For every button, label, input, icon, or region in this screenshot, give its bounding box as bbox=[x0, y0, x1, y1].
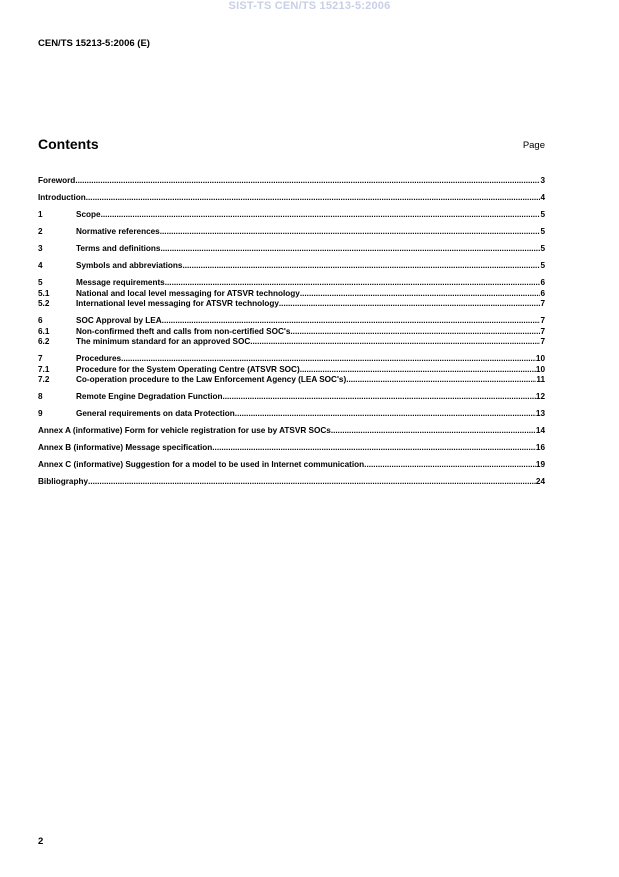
toc-dot-leader bbox=[331, 426, 536, 437]
contents-heading: Contents bbox=[38, 136, 99, 152]
toc-dot-leader bbox=[160, 227, 541, 238]
toc-entry-number: 6.2 bbox=[38, 337, 50, 346]
toc-entry-number: 6.1 bbox=[38, 326, 50, 336]
toc-entry[interactable] bbox=[38, 327, 545, 338]
toc-entry-page: 14 bbox=[535, 426, 545, 435]
toc-dot-leader bbox=[101, 210, 541, 221]
toc-entry-page: 10 bbox=[535, 354, 545, 363]
watermark: SIST-TS CEN/TS 15213-5:2006 bbox=[228, 0, 391, 12]
toc-group bbox=[38, 409, 545, 420]
toc-entry[interactable] bbox=[38, 289, 545, 300]
toc-entry[interactable] bbox=[38, 375, 545, 386]
toc-group bbox=[38, 227, 545, 238]
toc-entry-title: Bibliography bbox=[38, 477, 89, 486]
toc-dot-leader bbox=[222, 392, 535, 403]
toc-entry-title: The minimum standard for an approved SOC bbox=[76, 337, 251, 346]
toc-entry-page: 7 bbox=[540, 326, 545, 336]
toc-entry-title: Scope bbox=[76, 210, 101, 219]
toc-entry-page: 16 bbox=[535, 443, 545, 452]
toc-entry-number: 8 bbox=[38, 392, 43, 401]
document-identifier: CEN/TS 15213-5:2006 (E) bbox=[38, 38, 150, 49]
toc-entry[interactable] bbox=[38, 278, 545, 289]
toc-group bbox=[38, 426, 545, 437]
toc-dot-leader bbox=[279, 299, 541, 310]
toc-entry-title: Remote Engine Degradation Function bbox=[76, 392, 223, 401]
toc-entry-page: 24 bbox=[535, 477, 545, 486]
toc-entry-title: Terms and definitions bbox=[76, 244, 161, 253]
toc-dot-leader bbox=[300, 365, 536, 376]
toc-entry-page: 10 bbox=[535, 364, 545, 374]
toc-entry[interactable] bbox=[38, 316, 545, 327]
toc-dot-leader bbox=[167, 278, 540, 289]
toc-dot-leader bbox=[160, 244, 540, 255]
toc-entry-number: 2 bbox=[38, 227, 43, 236]
toc-group bbox=[38, 316, 545, 348]
toc-entry-number: 5 bbox=[38, 278, 43, 287]
toc-dot-leader bbox=[164, 316, 540, 327]
toc-entry-title: Annex C (informative) Suggestion for a model to be used in Internet communication bbox=[38, 460, 365, 469]
toc-dot-leader bbox=[364, 460, 536, 471]
toc-dot-leader bbox=[346, 375, 536, 386]
table-of-contents bbox=[38, 176, 545, 488]
toc-group bbox=[38, 477, 545, 488]
toc-entry-page: 5 bbox=[540, 227, 545, 236]
toc-entry-page: 19 bbox=[535, 460, 545, 469]
toc-entry[interactable] bbox=[38, 365, 545, 376]
toc-entry[interactable] bbox=[38, 354, 545, 365]
toc-entry[interactable] bbox=[38, 176, 545, 187]
toc-entry-number: 9 bbox=[38, 409, 43, 418]
toc-group bbox=[38, 193, 545, 204]
toc-entry-page: 7 bbox=[540, 316, 545, 325]
toc-dot-leader bbox=[75, 176, 540, 187]
toc-entry-number: 5.1 bbox=[38, 288, 50, 298]
toc-entry-title: International level messaging for ATSVR technology bbox=[76, 299, 279, 308]
toc-entry-title: Co-operation procedure to the Law Enforcement Agency (LEA SOC's) bbox=[76, 375, 347, 384]
toc-dot-leader bbox=[290, 327, 540, 338]
toc-entry-title: Foreword bbox=[38, 176, 76, 185]
toc-entry-page: 4 bbox=[540, 193, 545, 202]
toc-entry-number: 4 bbox=[38, 261, 43, 270]
toc-entry[interactable] bbox=[38, 210, 545, 221]
toc-entry-title: General requirements on data Protection bbox=[76, 409, 235, 418]
toc-entry-page: 11 bbox=[536, 375, 545, 384]
toc-entry-title: Symbols and abbreviations bbox=[76, 261, 183, 270]
toc-entry-title: Procedure for the System Operating Centre (ATSVR SOC) bbox=[76, 364, 300, 374]
page-number: 2 bbox=[38, 836, 44, 847]
toc-group bbox=[38, 261, 545, 272]
page-column-label: Page bbox=[522, 140, 545, 151]
toc-dot-leader bbox=[86, 193, 541, 204]
toc-entry-title: Annex B (informative) Message specification bbox=[38, 443, 213, 452]
toc-entry-number: 7 bbox=[38, 354, 43, 363]
toc-entry[interactable] bbox=[38, 193, 545, 204]
toc-entry-number: 7.2 bbox=[38, 375, 50, 384]
toc-entry-title: Annex A (informative) Form for vehicle registration for use by ATSVR SOCs bbox=[38, 426, 331, 435]
toc-entry[interactable] bbox=[38, 227, 545, 238]
toc-entry[interactable] bbox=[38, 299, 545, 310]
toc-group bbox=[38, 443, 545, 454]
toc-dot-leader bbox=[88, 477, 536, 488]
toc-group bbox=[38, 354, 545, 386]
toc-entry-page: 7 bbox=[540, 299, 545, 308]
toc-entry[interactable] bbox=[38, 337, 545, 348]
toc-dot-leader bbox=[235, 409, 536, 420]
toc-entry-page: 12 bbox=[535, 392, 545, 401]
toc-entry-title: Non-confirmed theft and calls from non-certified SOC's bbox=[76, 326, 291, 336]
toc-entry-number: 7.1 bbox=[38, 364, 50, 374]
toc-group bbox=[38, 392, 545, 403]
toc-entry[interactable] bbox=[38, 460, 545, 471]
toc-group bbox=[38, 460, 545, 471]
toc-entry[interactable] bbox=[38, 477, 545, 488]
toc-entry-title: Normative references bbox=[76, 227, 160, 236]
toc-entry-number: 6 bbox=[38, 316, 43, 325]
toc-dot-leader bbox=[250, 337, 540, 348]
toc-entry-page: 6 bbox=[540, 288, 545, 298]
toc-entry-title: Introduction bbox=[38, 193, 86, 202]
toc-entry-page: 7 bbox=[540, 337, 545, 346]
toc-group bbox=[38, 176, 545, 187]
toc-entry[interactable] bbox=[38, 392, 545, 403]
toc-group bbox=[38, 210, 545, 221]
toc-entry-page: 6 bbox=[540, 278, 545, 287]
toc-entry[interactable] bbox=[38, 426, 545, 437]
toc-group bbox=[38, 244, 545, 255]
toc-entry-title: Procedures bbox=[76, 354, 122, 363]
toc-entry-title: SOC Approval by LEA. bbox=[76, 316, 164, 325]
toc-entry[interactable] bbox=[38, 443, 545, 454]
toc-entry-number: 3 bbox=[38, 244, 43, 253]
toc-entry-page: 13 bbox=[535, 409, 545, 418]
toc-dot-leader bbox=[212, 443, 536, 454]
toc-dot-leader bbox=[121, 354, 536, 365]
toc-entry-page: 5 bbox=[540, 261, 545, 270]
toc-entry-page: 3 bbox=[540, 176, 545, 185]
toc-entry-title: National and local level messaging for ATSVR technology bbox=[76, 288, 300, 298]
toc-entry-page: 5 bbox=[540, 210, 545, 219]
toc-entry[interactable] bbox=[38, 261, 545, 272]
toc-entry[interactable] bbox=[38, 409, 545, 420]
toc-entry-number: 5.2 bbox=[38, 299, 50, 308]
toc-dot-leader bbox=[300, 289, 541, 300]
toc-entry[interactable] bbox=[38, 244, 545, 255]
toc-entry-page: 5 bbox=[540, 244, 545, 253]
toc-group bbox=[38, 278, 545, 310]
toc-entry-title: Message requirements. bbox=[76, 278, 168, 287]
toc-entry-number: 1 bbox=[38, 210, 43, 219]
toc-dot-leader bbox=[182, 261, 540, 272]
